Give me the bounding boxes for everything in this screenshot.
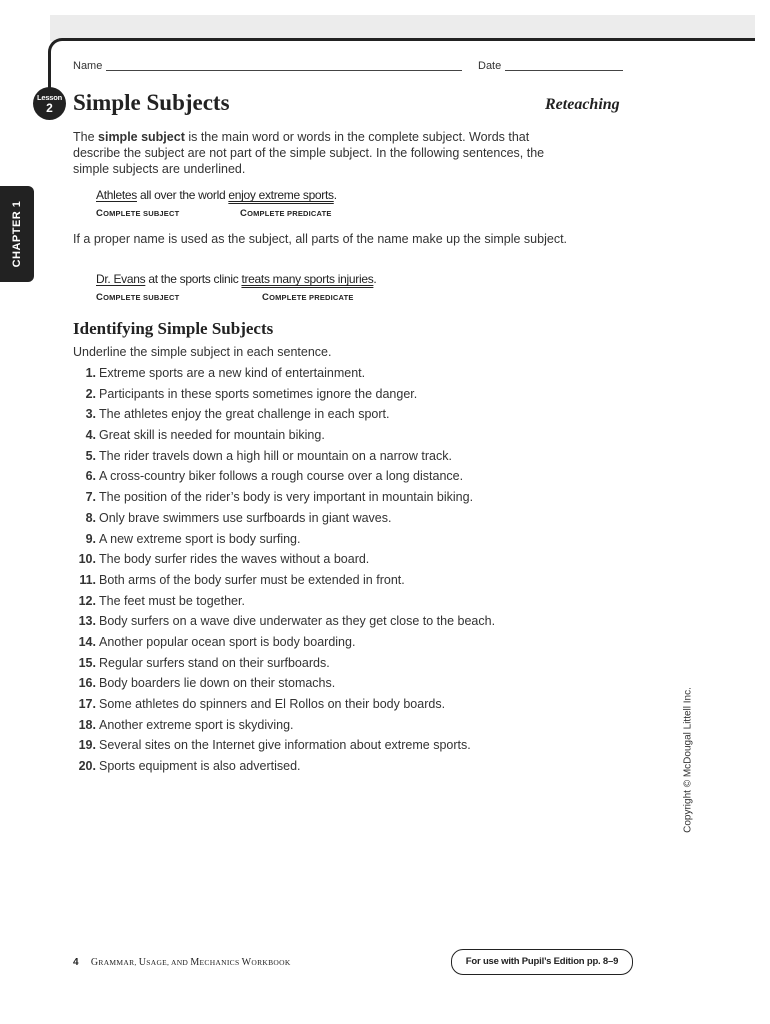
exercise-item[interactable] [73, 613, 633, 634]
example-2-end: . [373, 272, 377, 286]
item-number: 8. [85, 510, 96, 525]
tag-cap: C [96, 208, 104, 219]
tag-cap: C [262, 292, 270, 303]
exercise-item[interactable] [73, 531, 633, 552]
lesson-number: 2 [46, 101, 53, 115]
date-field[interactable] [505, 70, 623, 71]
item-sentence: Participants in these sports sometimes ignore the danger. [99, 386, 418, 401]
exercise-item[interactable] [73, 655, 633, 676]
item-sentence: The rider travels down a high hill or mountain on a narrow track. [99, 448, 452, 463]
item-sentence: Sports equipment is also advertised. [99, 759, 301, 774]
book-part: ORKBOOK [251, 958, 291, 967]
tag-rest: OMPLETE SUBJECT [103, 293, 180, 302]
page-subtitle: Reteaching [545, 96, 620, 113]
item-sentence: Regular surfers stand on their surfboards. [99, 655, 330, 670]
exercise-item[interactable] [73, 593, 633, 614]
exercise-item[interactable] [73, 448, 633, 469]
item-number: 12. [78, 593, 96, 608]
exercise-item[interactable] [73, 758, 633, 779]
exercise-item[interactable] [73, 510, 633, 531]
exercise-item[interactable] [73, 634, 633, 655]
date-label: Date [478, 60, 502, 72]
example-sentence-1 [96, 188, 337, 202]
item-number: 14. [78, 634, 96, 649]
example-sentence-2 [96, 272, 376, 286]
exercise-item[interactable] [73, 365, 633, 386]
book-letter: U [138, 957, 147, 968]
item-number: 5. [85, 448, 96, 463]
tag-cap: C [240, 208, 248, 219]
item-number: 7. [85, 490, 96, 505]
footer-book-title [73, 957, 291, 968]
item-number: 19. [78, 738, 96, 753]
item-number: 11. [79, 572, 96, 587]
exercise-item[interactable] [73, 572, 633, 593]
item-sentence: Several sites on the Internet give information about extreme sports. [99, 738, 471, 753]
exercise-item[interactable] [73, 406, 633, 427]
name-field[interactable] [106, 70, 462, 71]
item-sentence: Only brave swimmers use surfboards in giant waves. [99, 510, 392, 525]
item-number: 17. [78, 697, 96, 711]
chapter-tab-label: CHAPTER 1 [11, 200, 23, 268]
item-sentence: Extreme sports are a new kind of entertainment. [99, 366, 366, 380]
exercise-item[interactable] [73, 427, 633, 448]
item-number: 18. [78, 717, 96, 732]
exercise-item[interactable] [73, 386, 633, 407]
example-1-end: . [333, 188, 337, 202]
item-number: 20. [78, 759, 96, 774]
book-part: SAGE, AND [146, 958, 191, 967]
lesson-word: Lesson [36, 93, 63, 102]
example-2-predicate: treats many sports injuries [241, 272, 374, 286]
proper-name-paragraph: If a proper name is used as the subject, all parts of the name make up the simple subject. [73, 232, 568, 246]
item-sentence: Some athletes do spinners and El Rollos on their body boards. [99, 697, 446, 711]
tag-cap: C [96, 292, 104, 303]
exercise-item[interactable] [73, 489, 633, 510]
example-1-middle: all over the world [136, 188, 229, 202]
example-1-predicate: enjoy extreme sports [228, 188, 334, 202]
item-sentence: Body surfers on a wave dive underwater as they get close to the beach. [99, 614, 496, 629]
example-2-predicate-tag [262, 292, 354, 303]
item-number: 15. [78, 655, 96, 670]
page-number: 4 [73, 957, 79, 968]
item-sentence: The athletes enjoy the great challenge in each sport. [99, 407, 390, 422]
item-number: 13. [78, 614, 96, 629]
example-1-predicate-tag [240, 208, 332, 219]
chapter-tab [0, 186, 34, 282]
item-number: 3. [85, 407, 96, 422]
exercise-item[interactable] [73, 717, 633, 738]
tag-rest: OMPLETE PREDICATE [269, 293, 354, 302]
item-sentence: The feet must be together. [99, 593, 245, 608]
exercise-list [73, 365, 633, 779]
term-simple-subject: simple subject [98, 130, 185, 144]
book-letter: M [190, 957, 200, 968]
example-2-subject: Dr. Evans [96, 272, 146, 286]
name-label: Name [73, 60, 103, 72]
intro-text-rest: is the main word or words in the complete subject. Words that describe the subject are not part of the simple subject. In the following sentences, the simple subjects are underlined. [73, 130, 545, 176]
lesson-badge [33, 87, 66, 120]
example-1-subject: Athletes [96, 188, 137, 202]
item-number: 2. [85, 386, 96, 401]
item-number: 1. [85, 366, 96, 380]
exercise-item[interactable] [73, 468, 633, 489]
item-number: 4. [85, 428, 96, 443]
tag-rest: OMPLETE PREDICATE [247, 209, 332, 218]
book-letter: W [241, 957, 252, 968]
example-2-middle: at the sports clinic [145, 272, 242, 286]
book-part: RAMMAR, [98, 958, 139, 967]
item-sentence: Body boarders lie down on their stomachs. [99, 676, 336, 691]
page-title: Simple Subjects [73, 90, 230, 115]
item-number: 9. [85, 531, 96, 546]
exercise-item[interactable] [73, 696, 633, 717]
item-sentence: The position of the rider’s body is very important in mountain biking. [99, 490, 474, 505]
item-sentence: Another popular ocean sport is body boarding. [99, 634, 356, 649]
item-sentence: A cross-country biker follows a rough course over a long distance. [99, 469, 464, 484]
tag-rest: OMPLETE SUBJECT [103, 209, 180, 218]
book-letter: G [90, 957, 99, 968]
item-number: 10. [78, 552, 96, 567]
item-sentence: The body surfer rides the waves without a board. [99, 552, 370, 567]
book-part: ECHANICS [199, 958, 242, 967]
intro-paragraph [73, 129, 573, 177]
exercise-item[interactable] [73, 551, 633, 572]
exercise-instruction: Underline the simple subject in each sentence. [73, 345, 332, 359]
item-sentence: Both arms of the body surfer must be extended in front. [99, 572, 405, 587]
exercise-item[interactable] [73, 737, 633, 758]
item-sentence: Great skill is needed for mountain biking. [99, 428, 325, 443]
example-1-subject-tag [96, 208, 179, 219]
copyright-notice: Copyright © McDougal Littell Inc. [682, 687, 694, 833]
intro-text: The [73, 130, 99, 144]
exercise-heading: Identifying Simple Subjects [73, 319, 274, 338]
item-sentence: A new extreme sport is body surfing. [99, 531, 301, 546]
item-number: 16. [78, 676, 96, 691]
page-frame-rule [62, 38, 755, 41]
edition-note: For use with Pupil’s Edition pp. 8–9 [451, 949, 633, 975]
exercise-item[interactable] [73, 675, 633, 696]
example-2-subject-tag [96, 292, 179, 303]
item-number: 6. [85, 469, 96, 484]
item-sentence: Another extreme sport is skydiving. [99, 717, 294, 732]
